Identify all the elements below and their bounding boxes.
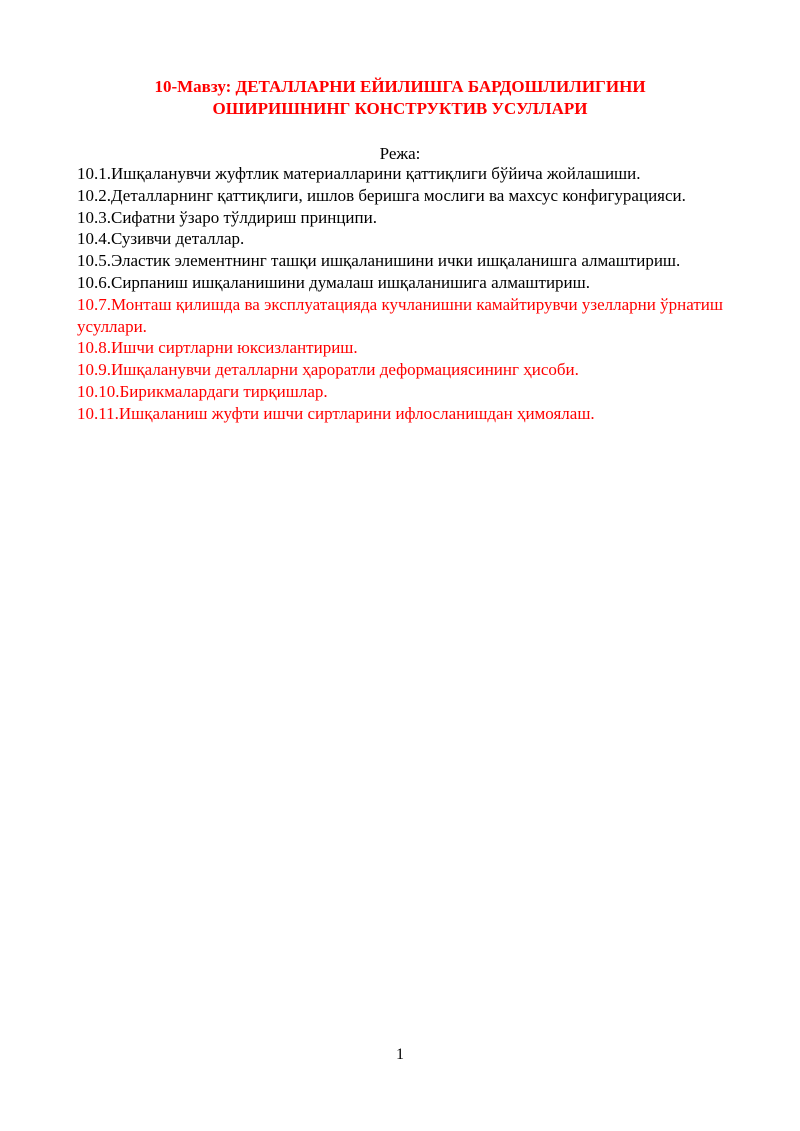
plan-item-10-7: 10.7.Монташ қилишда ва эксплуатацияда кучланишни камайтирувчи узелларни ўрнатиш усуллари. (77, 294, 723, 336)
plan-list (77, 163, 723, 425)
topic-title (77, 76, 723, 119)
plan-item-10-3: 10.3.Сифатни ўзаро тўлдириш принципи. (77, 207, 377, 227)
plan-heading: Режа: (379, 144, 421, 163)
plan-item-10-2: 10.2.Деталларнинг қаттиқлиги, ишлов беришга мослиги ва махсус конфигурацияси. (77, 185, 686, 205)
plan-item-10-1: 10.1.Ишқаланувчи жуфтлик материалларини қаттиқлиги бўйича жойлашиши. (77, 164, 641, 183)
topic-title-line-2: ОШИРИШНИНГ КОНСТРУКТИВ УСУЛЛАРИ (212, 98, 588, 118)
plan-item-10-5: 10.5.Эластик элементнинг ташқи ишқаланишини ички ишқаланишга алмаштириш. (77, 251, 681, 271)
plan-item-10-4: 10.4.Сузивчи деталлар. (77, 229, 245, 249)
plan-item-10-8: 10.8.Ишчи сиртларни юксизлантириш. (77, 338, 358, 358)
plan-item-10-9: 10.9.Ишқаланувчи деталларни ҳароратли деформациясининг ҳисоби. (77, 360, 579, 380)
page-number: 1 (396, 1046, 404, 1063)
plan-item-10-11: 10.11.Ишқаланиш жуфти ишчи сиртларини ифлосланишдан ҳимоялаш. (77, 403, 595, 423)
plan-item-10-10: 10.10.Бирикмалардаги тирқишлар. (77, 381, 328, 401)
topic-title-line-1: 10-Мавзу: ДЕТАЛЛАРНИ ЕЙИЛИШГА БАРДОШЛИЛИГИНИ (154, 77, 646, 96)
plan-item-10-6: 10.6.Сирпаниш ишқаланишини думалаш ишқаланишига алмаштириш. (77, 272, 590, 292)
